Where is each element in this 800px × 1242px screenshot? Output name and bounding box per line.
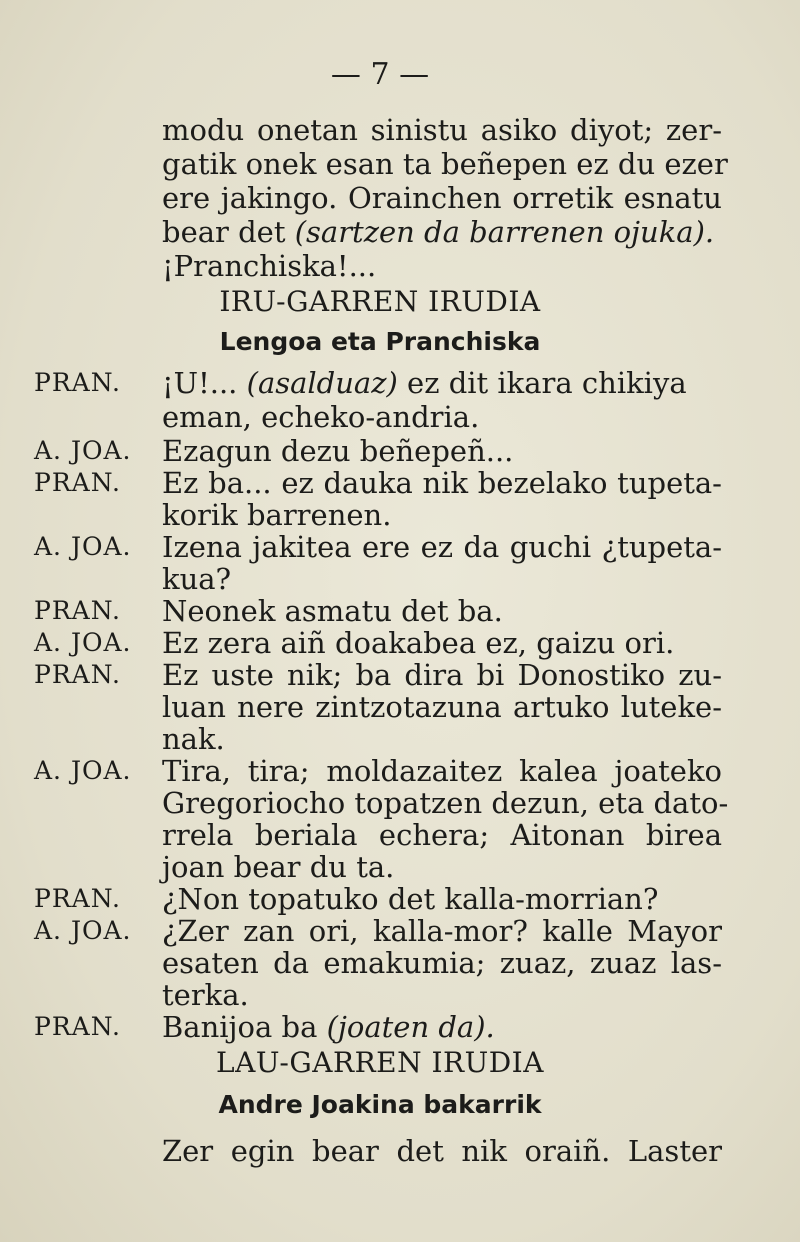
dialogue-line: joan bear du ta. [162, 850, 395, 884]
text-line: modu onetan sinistu asiko diyot; zer- [162, 113, 722, 147]
dialogue-line: rrela beriala echera; Aitonan birea [162, 818, 722, 852]
dialogue-line: kua? [162, 562, 232, 596]
text-span: ez dit ikara chikiya [397, 366, 687, 400]
dialogue-line: ¿Non topatuko det kalla-morrian? [162, 882, 659, 916]
speaker-label: PRAN. [34, 1012, 121, 1041]
dialogue-line: terka. [162, 978, 249, 1012]
dialogue-line: Ez zera aiñ doakabea ez, gaizu ori. [162, 626, 675, 660]
dialogue-line: Ezagun dezu beñepeñ... [162, 434, 514, 468]
text-span: ¡U!... [162, 366, 247, 400]
speaker-label: PRAN. [34, 368, 121, 397]
text-line: Zer egin bear det nik oraiñ. Laster [162, 1134, 722, 1168]
text-span: bear det [162, 215, 295, 249]
dialogue-line: Ez uste nik; ba dira bi Donostiko zu- [162, 658, 722, 692]
dialogue-line: Izena jakitea ere ez da guchi ¿tupeta- [162, 530, 722, 564]
speaker-label: PRAN. [34, 660, 121, 689]
dialogue-line: ¿Zer zan ori, kalla-mor? kalle Mayor [162, 914, 722, 948]
scene-title: IRU-GARREN IRUDIA [219, 285, 541, 318]
text-line: gatik onek esan ta beñepen ez du ezer [162, 147, 728, 181]
dialogue-line: Gregoriocho topatzen dezun, eta dato- [162, 786, 729, 820]
dialogue-line: Tira, tira; moldazaitez kalea joateko [162, 754, 722, 788]
speaker-label: A. JOA. [34, 436, 132, 465]
dialogue-line: Ez ba... ez dauka nik bezelako tupeta- [162, 466, 722, 500]
dialogue-line: luan nere zintzotazuna artuko luteke- [162, 690, 722, 724]
text-line: ¡Pranchiska!... [162, 249, 377, 283]
dialogue-line: Neonek asmatu det ba. [162, 594, 503, 628]
scene-subtitle: Andre Joakina bakarrik [218, 1090, 542, 1119]
speaker-label: A. JOA. [34, 756, 132, 785]
text-line [162, 215, 714, 249]
speaker-label: PRAN. [34, 596, 121, 625]
scene-subtitle: Lengoa eta Pranchiska [219, 327, 541, 356]
dialogue-line: nak. [162, 722, 225, 756]
stage-direction: (joaten da). [326, 1010, 495, 1044]
dialogue-line: korik barrenen. [162, 498, 392, 532]
scene-title: LAU-GARREN IRUDIA [216, 1046, 544, 1079]
speaker-label: PRAN. [34, 468, 121, 497]
dialogue-line: eman, echeko-andria. [162, 400, 480, 434]
dialogue-line [162, 1010, 495, 1044]
dialogue-line [162, 366, 687, 400]
text-span: Banijoa ba [162, 1010, 327, 1044]
dialogue-line: esaten da emakumia; zuaz, zuaz las- [162, 946, 722, 980]
speaker-label: A. JOA. [34, 532, 132, 561]
speaker-label: A. JOA. [34, 628, 132, 657]
page-number: — 7 — [330, 57, 430, 92]
stage-direction: (asalduaz) [246, 366, 398, 400]
speaker-label: PRAN. [34, 884, 121, 913]
text-line: ere jakingo. Orainchen orretik esnatu [162, 181, 722, 215]
stage-direction: (sartzen da barrenen ojuka). [294, 215, 715, 249]
speaker-label: A. JOA. [34, 916, 132, 945]
